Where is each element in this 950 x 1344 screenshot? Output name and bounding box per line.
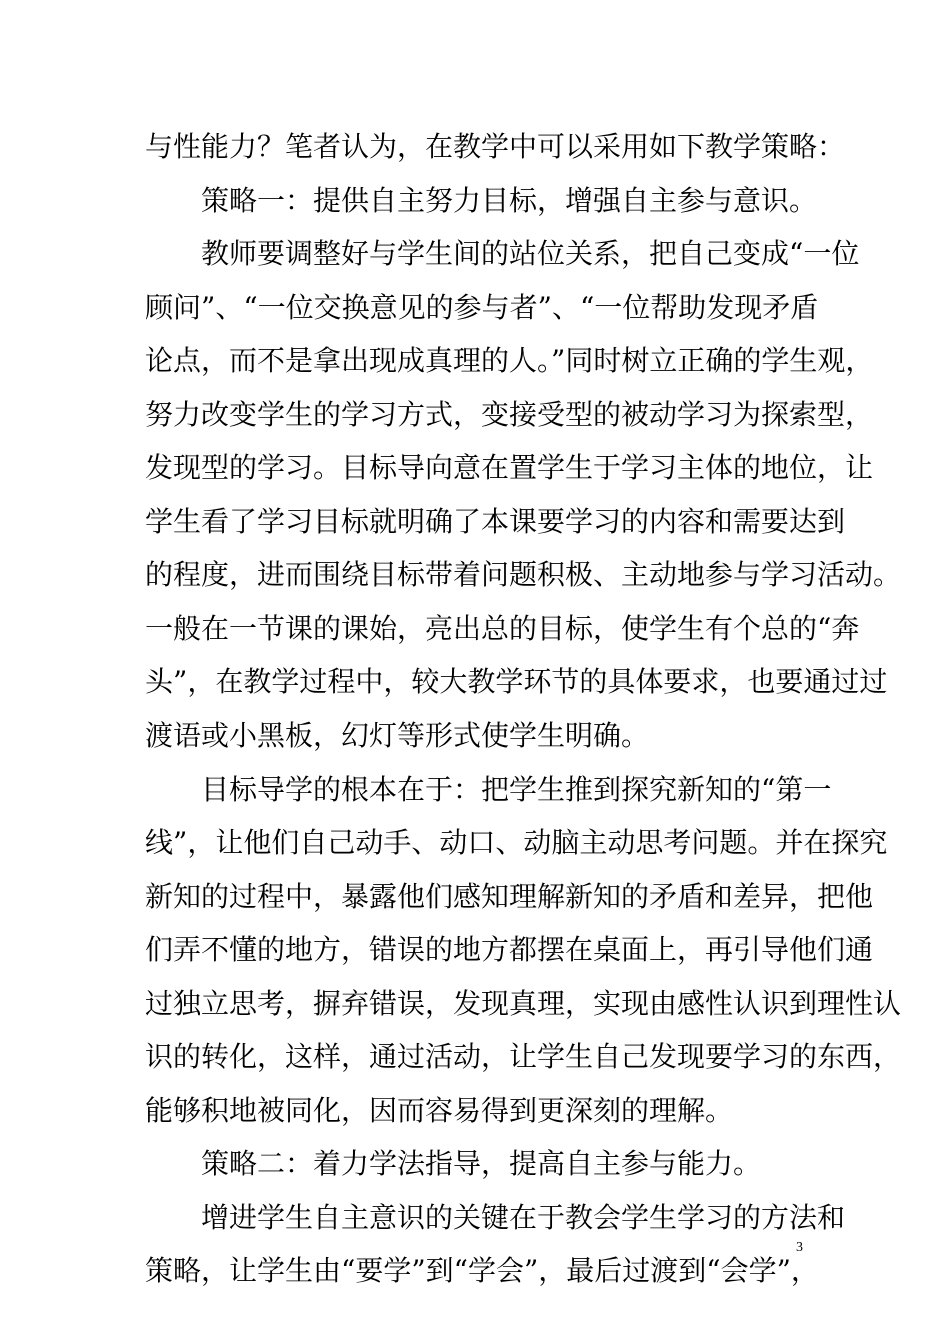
text-line: 们弄不懂的地方，错误的地方都摆在桌面上，再引导他们通: [145, 933, 874, 966]
text-line: 头”，在教学过程中，较大教学环节的具体要求，也要通过过: [145, 665, 888, 698]
text-line: 顾问”、“一位交换意见的参与者”、“一位帮助发现矛盾: [145, 291, 819, 324]
text-line: 学生看了学习目标就明确了本课要学习的内容和需要达到: [145, 505, 846, 538]
text-line: 教师要调整好与学生间的站位关系，把自己变成“一位: [201, 237, 860, 270]
text-line: 发现型的学习。目标导向意在置学生于学习主体的地位，让: [145, 451, 874, 484]
text-line: 一般在一节课的课始，亮出总的目标，使学生有个总的“奔: [145, 612, 860, 645]
text-line: 努力改变学生的学习方式，变接受型的被动学习为探索型，: [145, 398, 874, 431]
text-line: 新知的过程中，暴露他们感知理解新知的矛盾和差异，把他: [145, 880, 874, 913]
text-line: 的程度，进而围绕目标带着问题积极、主动地参与学习活动。: [145, 558, 902, 591]
text-line: 能够积地被同化，因而容易得到更深刻的理解。: [145, 1094, 734, 1127]
text-line: 策略，让学生由“要学”到“学会”，最后过渡到“会学”，: [145, 1254, 819, 1287]
text-line: 论点，而不是拿出现成真理的人。”同时树立正确的学生观，: [145, 344, 874, 377]
text-line: 目标导学的根本在于：把学生推到探究新知的“第一: [201, 773, 832, 806]
text-line: 与性能力？笔者认为，在教学中可以采用如下教学策略：: [145, 130, 846, 163]
strategy-heading: 策略一：提供自主努力目标，增强自主参与意识。: [201, 184, 818, 217]
page-number: 3: [796, 1240, 803, 1255]
text-line: 增进学生自主意识的关键在于教会学生学习的方法和: [201, 1201, 846, 1234]
text-line: 线”，让他们自己动手、动口、动脑主动思考问题。并在探究: [145, 826, 888, 859]
strategy-heading: 策略二：着力学法指导，提高自主参与能力。: [201, 1147, 762, 1180]
text-line: 识的转化，这样，通过活动，让学生自己发现要学习的东西，: [145, 1040, 902, 1073]
text-line: 过独立思考，摒弃错误，发现真理，实现由感性认识到理性认: [145, 987, 902, 1020]
text-line: 渡语或小黑板，幻灯等形式使学生明确。: [145, 719, 650, 752]
